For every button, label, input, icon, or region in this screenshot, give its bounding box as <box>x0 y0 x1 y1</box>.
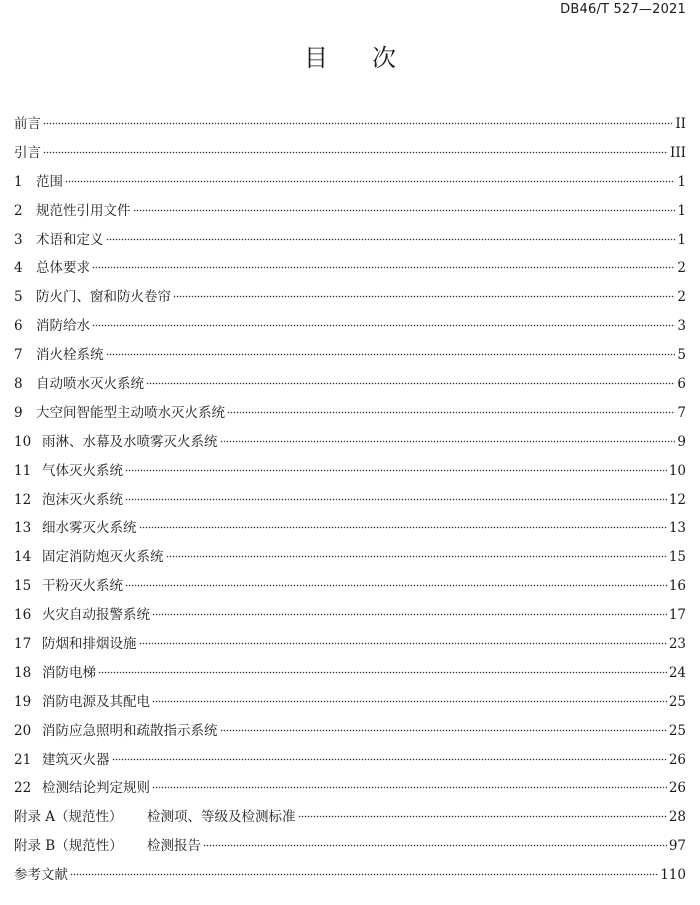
toc-entry-page: 24 <box>668 664 686 681</box>
toc-entry-label: 固定消防炮灭火系统 <box>42 549 164 566</box>
toc-entry-appendix-a[interactable] <box>14 805 686 834</box>
toc-entry-number: 14 <box>14 549 32 566</box>
toc-entry-number: 7 <box>14 347 23 364</box>
toc-leader-dots <box>146 375 675 385</box>
toc-leader-dots <box>43 115 673 125</box>
toc-entry-page: 17 <box>668 607 686 624</box>
toc-entry-page: 25 <box>668 722 686 739</box>
toc-entry-page: 110 <box>660 867 686 884</box>
toc-entry-references[interactable] <box>14 863 686 892</box>
toc-entry-page: 3 <box>677 318 686 335</box>
title-part-1: 目 <box>304 44 328 72</box>
toc-entry-number: 3 <box>14 231 23 248</box>
toc-entry[interactable] <box>14 256 686 285</box>
toc-leader-dots <box>92 317 675 327</box>
toc-entry-number: 1 <box>14 173 23 190</box>
toc-entry-number: 4 <box>14 260 23 277</box>
toc-entry-label: 引言 <box>14 144 41 161</box>
toc-leader-dots <box>203 837 667 847</box>
toc-entry[interactable] <box>14 343 686 372</box>
toc-leader-dots <box>133 202 676 212</box>
toc-entry-appendix-b[interactable] <box>14 834 686 863</box>
toc-leader-dots <box>125 462 667 472</box>
toc-entry[interactable] <box>14 228 686 257</box>
toc-entry-page: 5 <box>677 347 686 364</box>
toc-entry-page: 9 <box>677 433 686 450</box>
toc-entry-foreword[interactable] <box>14 112 686 141</box>
toc-leader-dots <box>227 404 675 414</box>
toc-entry-number: 10 <box>14 433 32 450</box>
toc-appendix-tag: 附录 B（规范性） <box>14 838 123 855</box>
table-of-contents <box>14 112 686 892</box>
toc-entry[interactable] <box>14 748 686 777</box>
toc-entry-label: 总体要求 <box>36 260 90 277</box>
document-code: DB46/T 527—2021 <box>560 2 686 17</box>
toc-entry-page: 15 <box>668 549 686 566</box>
toc-leader-dots <box>173 288 675 298</box>
toc-entry-page: 2 <box>677 260 686 277</box>
toc-entry[interactable] <box>14 488 686 517</box>
toc-entry-page: 23 <box>668 636 686 653</box>
toc-entry[interactable] <box>14 372 686 401</box>
toc-entry[interactable] <box>14 516 686 545</box>
toc-entry[interactable] <box>14 401 686 430</box>
toc-entry[interactable] <box>14 314 686 343</box>
toc-entry-page: 25 <box>668 693 686 710</box>
toc-entry[interactable] <box>14 285 686 314</box>
toc-leader-dots <box>152 779 667 789</box>
toc-leader-dots <box>106 346 676 356</box>
toc-entry-label: 检测项、等级及检测标准 <box>147 809 296 826</box>
toc-entry-page: 12 <box>668 491 686 508</box>
toc-leader-dots <box>92 259 675 269</box>
toc-entry-page: 1 <box>677 202 686 219</box>
toc-entry[interactable] <box>14 574 686 603</box>
toc-entry-number: 21 <box>14 751 32 768</box>
toc-entry-page: 7 <box>677 404 686 421</box>
toc-entry-page: 1 <box>677 231 686 248</box>
toc-entry-number: 12 <box>14 491 32 508</box>
toc-entry-page: 2 <box>677 289 686 306</box>
toc-entry-label: 消防给水 <box>36 318 90 335</box>
toc-entry[interactable] <box>14 719 686 748</box>
toc-entry-label: 细水雾灭火系统 <box>42 520 137 537</box>
page-title <box>0 38 700 73</box>
toc-leader-dots <box>152 606 667 616</box>
toc-entry-label: 检测报告 <box>147 838 201 855</box>
title-part-2: 次 <box>372 44 396 72</box>
toc-entry[interactable] <box>14 459 686 488</box>
toc-leader-dots <box>112 751 667 761</box>
toc-entry-page: III <box>670 144 686 161</box>
toc-entry-number: 19 <box>14 693 32 710</box>
toc-entry-label: 消防电源及其配电 <box>42 693 150 710</box>
toc-entry-label: 消防电梯 <box>42 664 96 681</box>
toc-leader-dots <box>43 144 668 154</box>
toc-entry[interactable] <box>14 170 686 199</box>
toc-entry-label: 消防应急照明和疏散指示系统 <box>42 722 218 739</box>
toc-leader-dots <box>166 548 667 558</box>
toc-entry-label: 防烟和排烟设施 <box>42 636 137 653</box>
toc-entry-introduction[interactable] <box>14 141 686 170</box>
toc-entry-page: 28 <box>668 809 686 826</box>
toc-leader-dots <box>298 808 667 818</box>
toc-leader-dots <box>220 433 676 443</box>
toc-entry-page: 16 <box>668 578 686 595</box>
toc-entry-number: 16 <box>14 607 32 624</box>
toc-entry-label: 术语和定义 <box>36 231 104 248</box>
toc-entry-number: 22 <box>14 780 32 797</box>
toc-leader-dots <box>70 866 658 876</box>
toc-entry-label: 消火栓系统 <box>36 347 104 364</box>
toc-entry-label: 参考文献 <box>14 867 68 884</box>
toc-leader-dots <box>98 664 667 674</box>
toc-entry-page: 13 <box>668 520 686 537</box>
toc-entry-number: 6 <box>14 318 23 335</box>
toc-entry-number: 20 <box>14 722 32 739</box>
toc-entry-label: 防火门、窗和防火卷帘 <box>36 289 171 306</box>
toc-entry-number: 15 <box>14 578 32 595</box>
toc-leader-dots <box>220 722 667 732</box>
toc-entry[interactable] <box>14 690 686 719</box>
toc-entry-page: 6 <box>677 376 686 393</box>
toc-entry-number: 11 <box>14 462 32 479</box>
toc-entry-page: 1 <box>677 173 686 190</box>
toc-leader-dots <box>125 491 667 501</box>
toc-entry-label: 气体灭火系统 <box>42 462 123 479</box>
toc-entry[interactable] <box>14 776 686 805</box>
toc-appendix-tag: 附录 A（规范性） <box>14 809 123 826</box>
toc-entry-label: 前言 <box>14 116 41 132</box>
toc-entry-number: 17 <box>14 636 32 653</box>
toc-leader-dots <box>125 577 667 587</box>
toc-entry[interactable] <box>14 632 686 661</box>
toc-entry-page: II <box>675 116 686 132</box>
toc-entry-number: 18 <box>14 664 32 681</box>
toc-entry-label: 大空间智能型主动喷水灭火系统 <box>36 404 225 421</box>
toc-entry-number: 9 <box>14 404 23 421</box>
toc-leader-dots <box>139 519 667 529</box>
toc-entry-page: 97 <box>668 838 686 855</box>
toc-entry[interactable] <box>14 603 686 632</box>
toc-entry[interactable] <box>14 199 686 228</box>
toc-entry-label: 火灾自动报警系统 <box>42 607 150 624</box>
toc-entry-label: 检测结论判定规则 <box>42 780 150 797</box>
toc-entry-label: 自动喷水灭火系统 <box>36 376 144 393</box>
toc-entry[interactable] <box>14 545 686 574</box>
toc-leader-dots <box>139 635 667 645</box>
toc-leader-dots <box>152 693 667 703</box>
toc-entry-label: 范围 <box>36 173 63 190</box>
toc-entry-label: 雨淋、水幕及水喷雾灭火系统 <box>42 433 218 450</box>
toc-entry-label: 建筑灭火器 <box>42 751 110 768</box>
toc-entry[interactable] <box>14 661 686 690</box>
toc-entry-number: 5 <box>14 289 23 306</box>
toc-entry-number: 13 <box>14 520 32 537</box>
toc-leader-dots <box>65 173 675 183</box>
toc-entry-page: 10 <box>668 462 686 479</box>
toc-entry[interactable] <box>14 430 686 459</box>
toc-entry-label: 规范性引用文件 <box>36 202 131 219</box>
toc-leader-dots <box>106 231 676 241</box>
toc-entry-label: 干粉灭火系统 <box>42 578 123 595</box>
toc-entry-label: 泡沫灭火系统 <box>42 491 123 508</box>
toc-entry-number: 2 <box>14 202 23 219</box>
toc-entry-page: 26 <box>668 751 686 768</box>
toc-entry-page: 26 <box>668 780 686 797</box>
toc-entry-number: 8 <box>14 376 23 393</box>
